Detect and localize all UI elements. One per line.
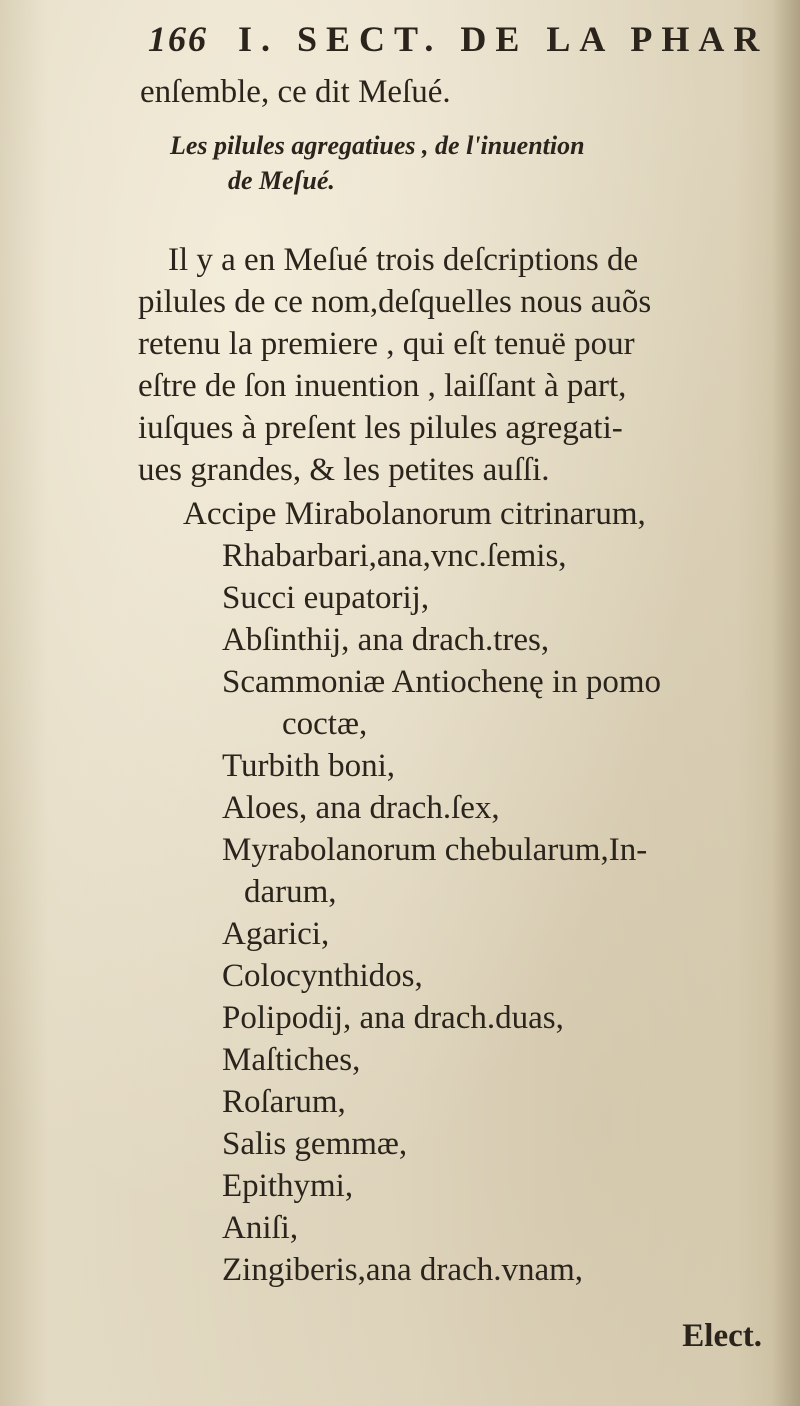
paragraph-line: Il y a en Meſué trois deſcriptions de [168,242,639,278]
running-head-title: I. SECT. DE LA PHAR [238,19,769,59]
recipe-item: Myrabolanorum chebularum,In- [222,832,648,868]
running-head [148,18,768,60]
page-edge-shadow [772,0,800,1406]
recipe-item: Aloes, ana drach.ſex, [222,790,500,826]
recipe-intro: Accipe Mirabolanorum citrinarum, [183,496,646,532]
paragraph-line: ues grandes, & les petites auſſi. [138,452,550,488]
section-heading-line-1: Les pilules agregatiues , de l'inuention [170,131,585,160]
recipe-item: Maſtiches, [222,1042,361,1078]
recipe-item: Aniſi, [222,1210,299,1246]
recipe-item-continuation: coctæ, [282,706,368,742]
recipe-item: Turbith boni, [222,748,395,784]
recipe-item: Agarici, [222,916,330,952]
paragraph-line: eſtre de ſon inuention , laiſſant à part, [138,368,627,404]
recipe-item: Succi eupatorij, [222,580,430,616]
paragraph-line: pilules de ce nom,deſquelles nous auõs [138,284,652,320]
catchword: Elect. [682,1318,762,1354]
recipe-item: Rhabarbari,ana,vnc.ſemis, [222,538,567,574]
recipe-item: Colocynthidos, [222,958,423,994]
recipe-item: Zingiberis,ana drach.vnam, [222,1252,584,1288]
recipe-item: Scammoniæ Antiochenę in pomo [222,664,662,700]
paragraph-line: retenu la premiere , qui eſt tenuë pour [138,326,635,362]
page-number: 166 [148,19,208,59]
opening-line: enſemble, ce dit Meſué. [140,74,451,110]
recipe-item: Epithymi, [222,1168,354,1204]
recipe-item: Roſarum, [222,1084,346,1120]
recipe-item-continuation: darum, [244,874,337,910]
recipe-item: Salis gemmæ, [222,1126,408,1162]
recipe-item: Abſinthij, ana drach.tres, [222,622,550,658]
section-heading-line-2: de Meſué. [228,166,335,195]
paragraph-line: iuſques à preſent les pilules agregati- [138,410,623,446]
recipe-item: Polipodij, ana drach.duas, [222,1000,564,1036]
